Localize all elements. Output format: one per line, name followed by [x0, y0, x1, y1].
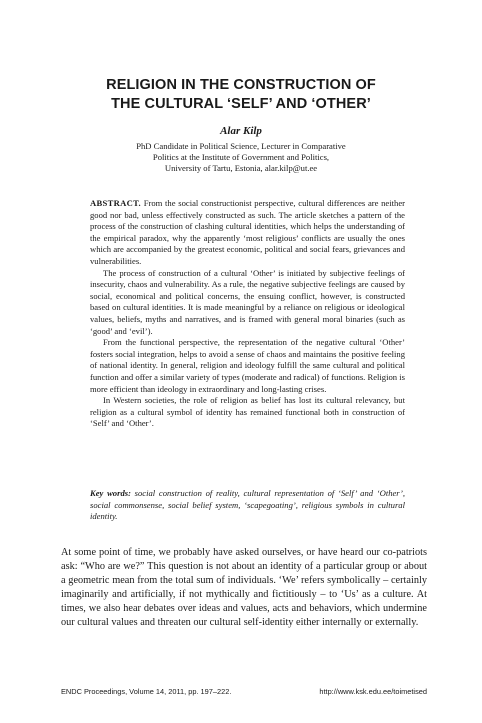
abstract-text-1: From the social constructionist perspective, cultural differences are neither good nor bad, unless effectively constructed as such. The article sketches a pattern of the process of the construction of clashing cultural identities, which helps the understanding of the empirical paradox, why the apparently ‘most religious’ conflicts are usually the ones which are accompanied by the greatest economic, political and social fears, grievances and vulnerabilities.	[90, 198, 405, 266]
abstract-label: ABSTRACT.	[90, 198, 142, 208]
footer-url: http://www.ksk.edu.ee/toimetised	[319, 687, 427, 696]
abstract-paragraph-4: In Western societies, the role of religion as belief has lost its cultural relevancy, but religion as a cultural symbol of identity has remained functional both in construction of ‘Self’ and ‘Other’.	[90, 395, 405, 429]
keywords-label: Key words:	[90, 488, 131, 498]
author-name: Alar Kilp	[220, 125, 262, 137]
body-text	[61, 546, 427, 630]
abstract	[90, 198, 405, 430]
body-paragraph: At some point of time, we probably have asked ourselves, or have heard our co-patriots ask: “Who are we?” This question is not about an identity of a particular group or about a geometric mean from the total sum of individuals. ‘We’ refers symbolically – certainly imaginarily and artificially, if not mythically and fictitiously – to ‘Us’ as a culture. At times, we also hear debates over ideas and values, acts and behaviors, which undermine our cultural values and threaten our cultural self-identity either internally or externally.	[61, 547, 427, 628]
title-line-2: THE CULTURAL ‘SELF’ AND ‘OTHER’	[111, 96, 371, 112]
affiliation-line-1: PhD Candidate in Political Science, Lecturer in Comparative	[136, 141, 346, 151]
abstract-paragraph-3: From the functional perspective, the representation of the negative cultural ‘Other’ fosters social integration, helps to avoid a sense of chaos and maintains the positive feeling of national identity. In general, religion and ideology fulfill the same cultural and political function and offer a similar variety of types (moderate and radical) of functions. Religion is more efficient than ideology in extraordinary and long-lasting crises.	[90, 337, 405, 394]
keywords-text: social construction of reality, cultural representation of ‘Self’ and ‘Other’, social commonsense, social belief system, ‘scapegoating’, religious symbols in cultural identity.	[90, 488, 405, 522]
abstract-paragraph-1	[90, 198, 405, 268]
title-line-1: RELIGION IN THE CONSTRUCTION OF	[106, 77, 376, 93]
footer-citation: ENDC Proceedings, Volume 14, 2011, pp. 197–222.	[61, 687, 232, 696]
abstract-paragraph-2: The process of construction of a cultural ‘Other’ is initiated by subjective feelings of insecurity, chaos and vulnerability. As a rule, the negative subjective feelings are caused by social, economical and political concerns, the ensuing conflict, however, is constructed based on cultural identities. It is made meaningful by a reliance on religious or ideological values, beliefs, myths and narratives, and is framed with general moral binaries (such as ‘good’ and ‘evil’).	[90, 267, 405, 336]
affiliation-line-2: Politics at the Institute of Government and Politics,	[152, 152, 330, 162]
keywords	[90, 488, 405, 523]
affiliation-line-3: University of Tartu, Estonia, alar.kilp@ut.ee	[164, 163, 318, 173]
